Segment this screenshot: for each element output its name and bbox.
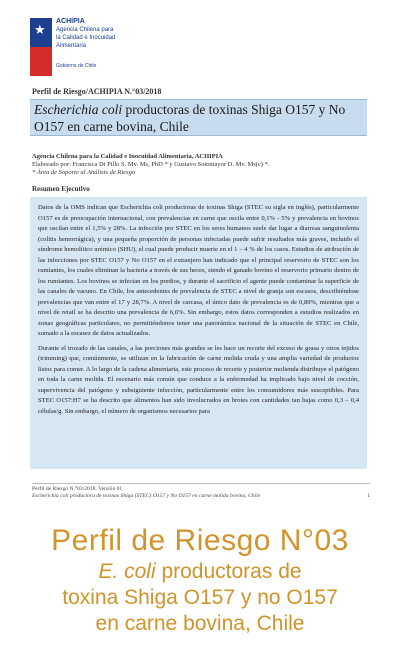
- caption-line-3: en carne bovina, Chile: [95, 612, 305, 635]
- document-title: [30, 99, 367, 136]
- logo-agency-full: Agencia Chilena para la Calidad e Inocuidad Alimentaria: [56, 27, 116, 49]
- summary-paragraph-2: Durante el trozado de las canales, a las porciones más grandes se les hace un recorte del exceso de grasa y otros tejidos (trimming) que, comúnmente, se utilizan en la fabricación de carne molida cruda y una amplia variedad de productos listos para comer. A lo largo de la cadena alimentaria, este proceso de recorte y posterior molienda distribuye el patógeno en toda la carne molida. El escenario más común que conduce a la enfermedad ha implicado bajo nivel de cocción, supervivencia del patógeno y subsiguiente infección, particularmente entre los consumidores más susceptibles. Para STEC O157:H7 se ha descrito que alimentos han sido involucrados en brotes con cantidades tan bajas como 0,3 – 0,4 células/g. Sin embargo, el número de organismos necesarios para: [38, 344, 359, 415]
- section-heading: Resumen Ejecutivo: [32, 185, 90, 193]
- title-rest: productoras de toxinas Shiga O157 y No O157 en carne bovina, Chile: [34, 102, 346, 134]
- document-footer: [32, 483, 370, 500]
- footer-line-2: Escherichia coli productora de toxinas Shiga (STEC) O157 y No O157 en carne molida bovina, Chile: [32, 493, 261, 499]
- area-note: * Área de Soporte al Análisis de Riesgo: [32, 169, 136, 176]
- caption-line-1-rest: productoras de: [155, 560, 302, 583]
- logo-government: Gobierno de Chile: [56, 63, 97, 69]
- executive-summary: [30, 197, 367, 469]
- prepared-by: Elaborado por: Francisca Di Pillo S. Mv. Ms, PhD * y Gustavo Sotomayor D. Mv. Ms(c) *.: [32, 161, 270, 168]
- caption-line-2: toxina Shiga O157 y no O157: [62, 586, 338, 609]
- caption-species: E. coli: [98, 560, 156, 583]
- document-meta: [32, 153, 362, 177]
- caption-title: Perfil de Riesgo N°03: [51, 524, 349, 557]
- logo-text: [56, 18, 116, 69]
- title-species: Escherichia coli: [34, 102, 123, 117]
- logo-agency: ACHIPIA: [56, 18, 85, 25]
- caption-line-1: [0, 559, 400, 585]
- page-number: 1: [367, 493, 370, 499]
- organization: Agencia Chilena para la Calidad e Inocuidad Alimentaria, ACHIPIA: [32, 153, 223, 160]
- document-reference: Perfil de Riesgo/ACHIPIA N.°03/2018: [32, 87, 162, 96]
- achipia-logo: [30, 18, 116, 78]
- footer-line-1: Perfil de Riesgo N.°03/2018. Versión 01: [32, 486, 123, 492]
- caption: [0, 523, 400, 637]
- summary-paragraph-1: Datos de la OMS indican que Escherichia coli productoras de toxinas Shiga (STEC su sigla en inglés), particularmente O157 es de preocupación internacional, con prevalencias en carne que oscila entre 0,1% - 5% y prevalencia en bovinos que oscilan entre el 1,5% y 28%. La infección por STEC en los seres humanos suele dar lugar a diarreas sanguinolenta (colitis hemorrágica), y una pequeña proporción de personas infectadas puede sufrir resultados más graves, incluido el síndrome hemolítico urémico (SHU), el cual puede producir muerte en el 1 – 4 % de los casos. Estudios de atribución de las infecciones por STEC O157 y No O157 en el extranjero han indicado que el principal reservorio de STEC son los rumiantes, los cuales eliminan la bacteria a través de sus heces, siendo el ganado bovino el reservorio primario dentro de los rumiantes. Los bovinos se infectan en los predios, y durante el sacrificio el agente puede contaminar la superficie de las canales de vacuno. En Chile, los antecedentes de prevalencia de STEC a nivel de granja son escasos, describiéndose prevalencias que van entre el 17 y 28,7%. A nivel de carcasa, el único dato de prevalencia es de 0,89%, mientras que a nivel de retail se ha descrito una prevalencia de 6,6%. Sin embargo, estos datos corresponden a estudios realizados en zonas geográficas particulares, no permitiéndonos tener una panorámica nacional de la situación de STEC en Chile, sumado a la escasez de datos actualizados.: [38, 204, 359, 337]
- chile-flag-icon: ★: [30, 18, 52, 76]
